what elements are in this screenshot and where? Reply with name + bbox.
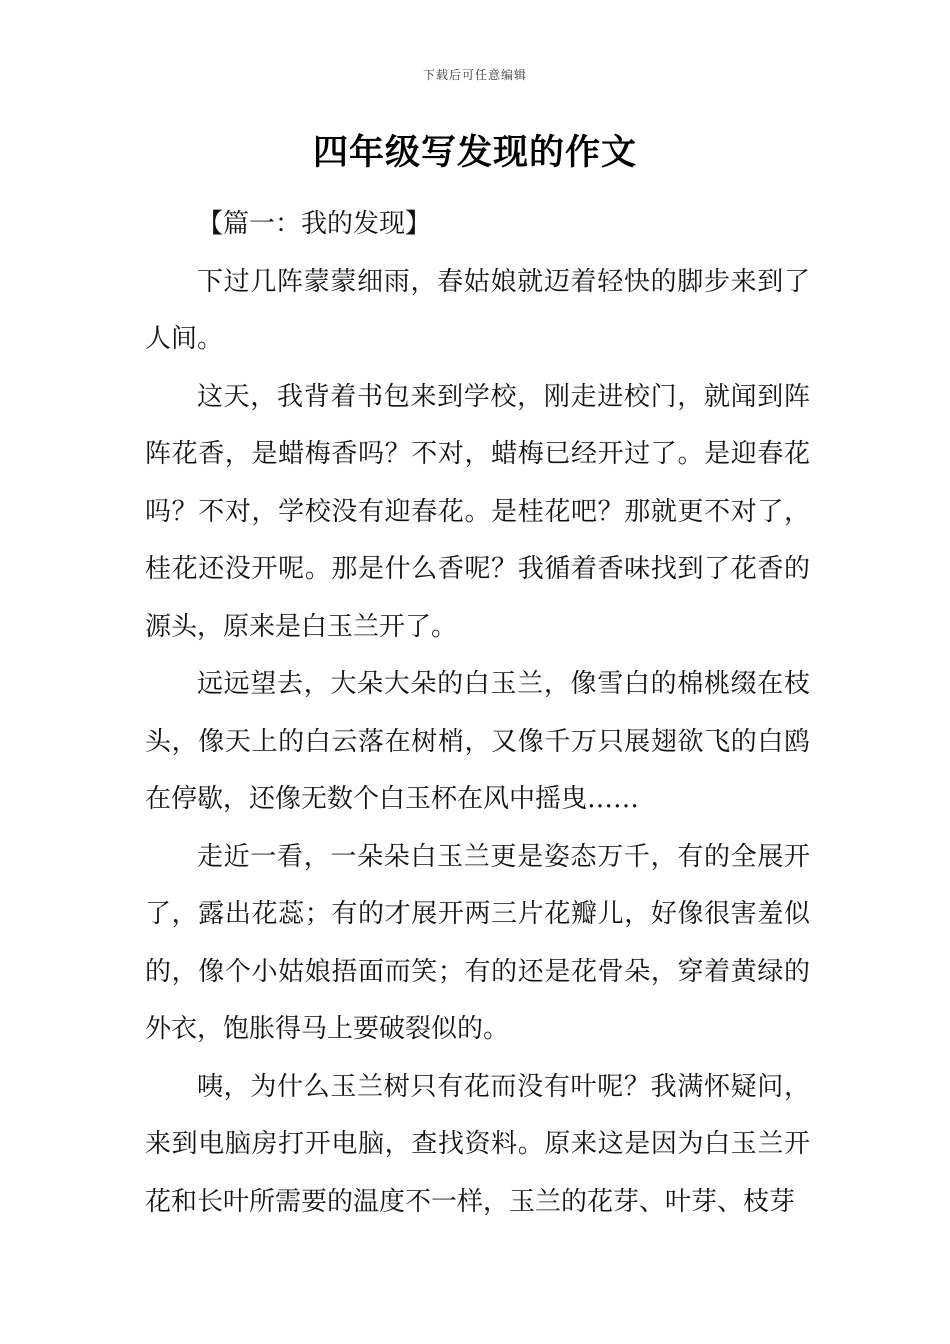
- essay-body: [145, 196, 810, 1231]
- paragraph-3: 远远望去，大朵大朵的白玉兰，像雪白的棉桃缀在枝头，像天上的白云落在树梢，又像千万只展翅欲飞的白鸥在停歇，还像无数个白玉杯在风中摇曳……: [145, 669, 810, 814]
- paragraph-1: 下过几阵蒙蒙细雨，春姑娘就迈着轻快的脚步来到了人间。: [145, 266, 810, 354]
- header-note: 下载后可任意编辑: [422, 68, 527, 82]
- paragraph-4: 走近一看，一朵朵白玉兰更是姿态万千，有的全展开了，露出花蕊；有的才展开两三片花瓣儿，好像很害羞似的，像个小姑娘捂面而笑；有的还是花骨朵，穿着黄绿的外衣，饱胀得马上要破裂似的。: [145, 841, 810, 1044]
- paragraph-2: 这天，我背着书包来到学校，刚走进校门，就闻到阵阵花香，是蜡梅香吗？不对，蜡梅已经开过了。是迎春花吗？不对，学校没有迎春花。是桂花吧？那就更不对了，桂花还没开呢。那是什么香呢？我循着香味找到了花香的源头，原来是白玉兰开了。: [145, 381, 810, 642]
- paragraph-5: 咦，为什么玉兰树只有花而没有叶呢？我满怀疑问，来到电脑房打开电脑，查找资料。原来这是因为白玉兰开花和长叶所需要的温度不一样，玉兰的花芽、叶芽、枝芽: [145, 1071, 810, 1217]
- page-title: 四年级写发现的作文: [312, 132, 637, 173]
- section-heading: 【篇一：我的发现】: [197, 209, 432, 239]
